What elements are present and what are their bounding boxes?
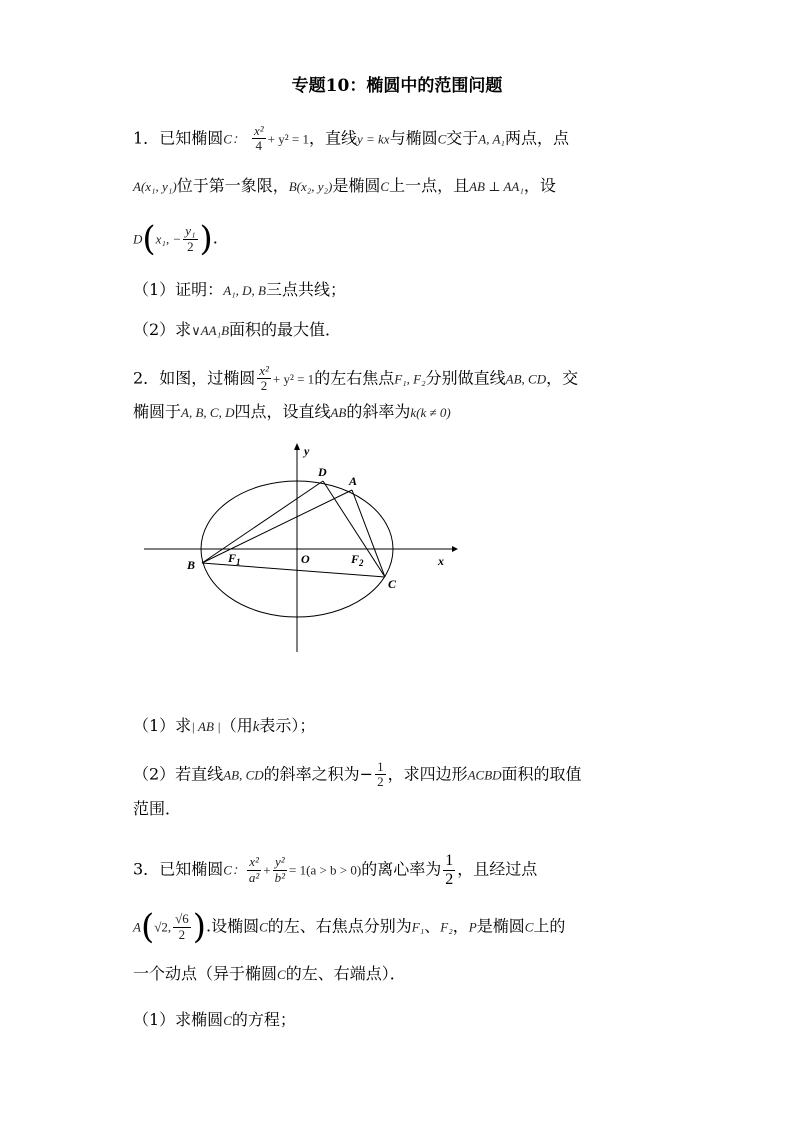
q2-part-2: （2）若直线AB, CD的斜率之积为− $\frac{1}{2}$ ，求四边形ACBD面积的取值	[133, 759, 582, 790]
q1-line-1: 1．已知椭圆C： $\frac{\text{x²}}{4}$ + y² = 1，直线y = kx与椭圆C交于A, A₁两点，点	[133, 123, 569, 154]
q2-line-1: 2．如图，过椭圆 $\frac{\text{x²}}{2}$ + y² = 1的左右焦点F₁, F₂分别做直线AB, CD，交	[133, 363, 579, 394]
label-x: x	[438, 554, 444, 568]
q1-text: 已知椭圆	[159, 128, 224, 148]
x-axis-arrow	[452, 546, 458, 552]
line-BD	[202, 481, 323, 563]
q1-part-1: （1）证明：A₁, D, B三点共线；	[133, 280, 346, 299]
math: y = kx	[356, 131, 390, 147]
q2-part-1: （1）求| AB |（用k表示）；	[133, 716, 316, 735]
q1-line-3: D(x₁, − $\frac{\text{y₁}}{2}$ ).	[133, 219, 218, 259]
label-F2: $F_2$	[351, 552, 364, 568]
q3-line-3: 一个动点（异于椭圆C的左、右端点）．	[133, 964, 406, 983]
fraction: $\frac{\text{x²}}{\text{a²}}$	[248, 854, 260, 885]
label-C: C	[388, 577, 397, 591]
ellipse-figure	[140, 438, 460, 656]
label-D: D	[318, 465, 327, 479]
y-axis-arrow	[294, 443, 300, 450]
fraction: $\frac{√6}{2}$	[175, 911, 189, 942]
math: + y² = 1	[267, 131, 309, 147]
label-y: y	[304, 444, 310, 458]
fraction: $\frac{1}{2}$	[445, 852, 454, 888]
q2-line-2: 椭圆于A, B, C, D四点，设直线AB的斜率为k(k ≠ 0)	[133, 402, 451, 421]
q3-line-2: A(√2, $\frac{√6}{2}$ ).设椭圆C的左、右焦点分别为F₁、F₂，P是椭圆C上的	[133, 907, 566, 947]
page-title: 专题10：椭圆中的范围问题	[291, 76, 503, 96]
q2-part-2-cont: 范围．	[133, 799, 182, 818]
label-A: A	[349, 474, 358, 488]
label-O: O	[301, 552, 310, 566]
q1-line-2: A(x₁, y₁)位于第一象限，B(x₂, y₂)是椭圆C上一点，且AB ⊥ AA₁，设	[133, 176, 556, 195]
line-BA	[202, 490, 352, 563]
q1-part-2: （2）求∨AA₁B面积的最大值．	[133, 320, 342, 339]
fraction: $\frac{\text{y₁}}{2}$	[185, 223, 196, 254]
fraction: $\frac{\text{x²}}{2}$	[259, 363, 269, 394]
label-B: B	[187, 558, 196, 572]
q1-number: 1．	[133, 128, 160, 148]
math: C：	[223, 131, 245, 147]
q3-number: 3．	[133, 859, 160, 879]
q3-part-1: （1）求椭圆C的方程；	[133, 1010, 296, 1029]
label-F1: $F_1$	[228, 551, 241, 567]
fraction: $\frac{1}{2}$	[377, 759, 384, 790]
fraction: $\frac{\text{x²}}{4}$	[253, 123, 264, 154]
q3-line-1: 3．已知椭圆C： $\frac{\text{x²}}{\text{a²}}$ + $\frac{\text{y²}}{\text{b²}}$ = 1(a > b > 0)的离心率为 $\frac{1}{2}$ ，且经过点	[133, 852, 538, 888]
q2-number: 2．	[133, 368, 160, 388]
fraction: $\frac{\text{y²}}{\text{b²}}$	[274, 854, 286, 885]
